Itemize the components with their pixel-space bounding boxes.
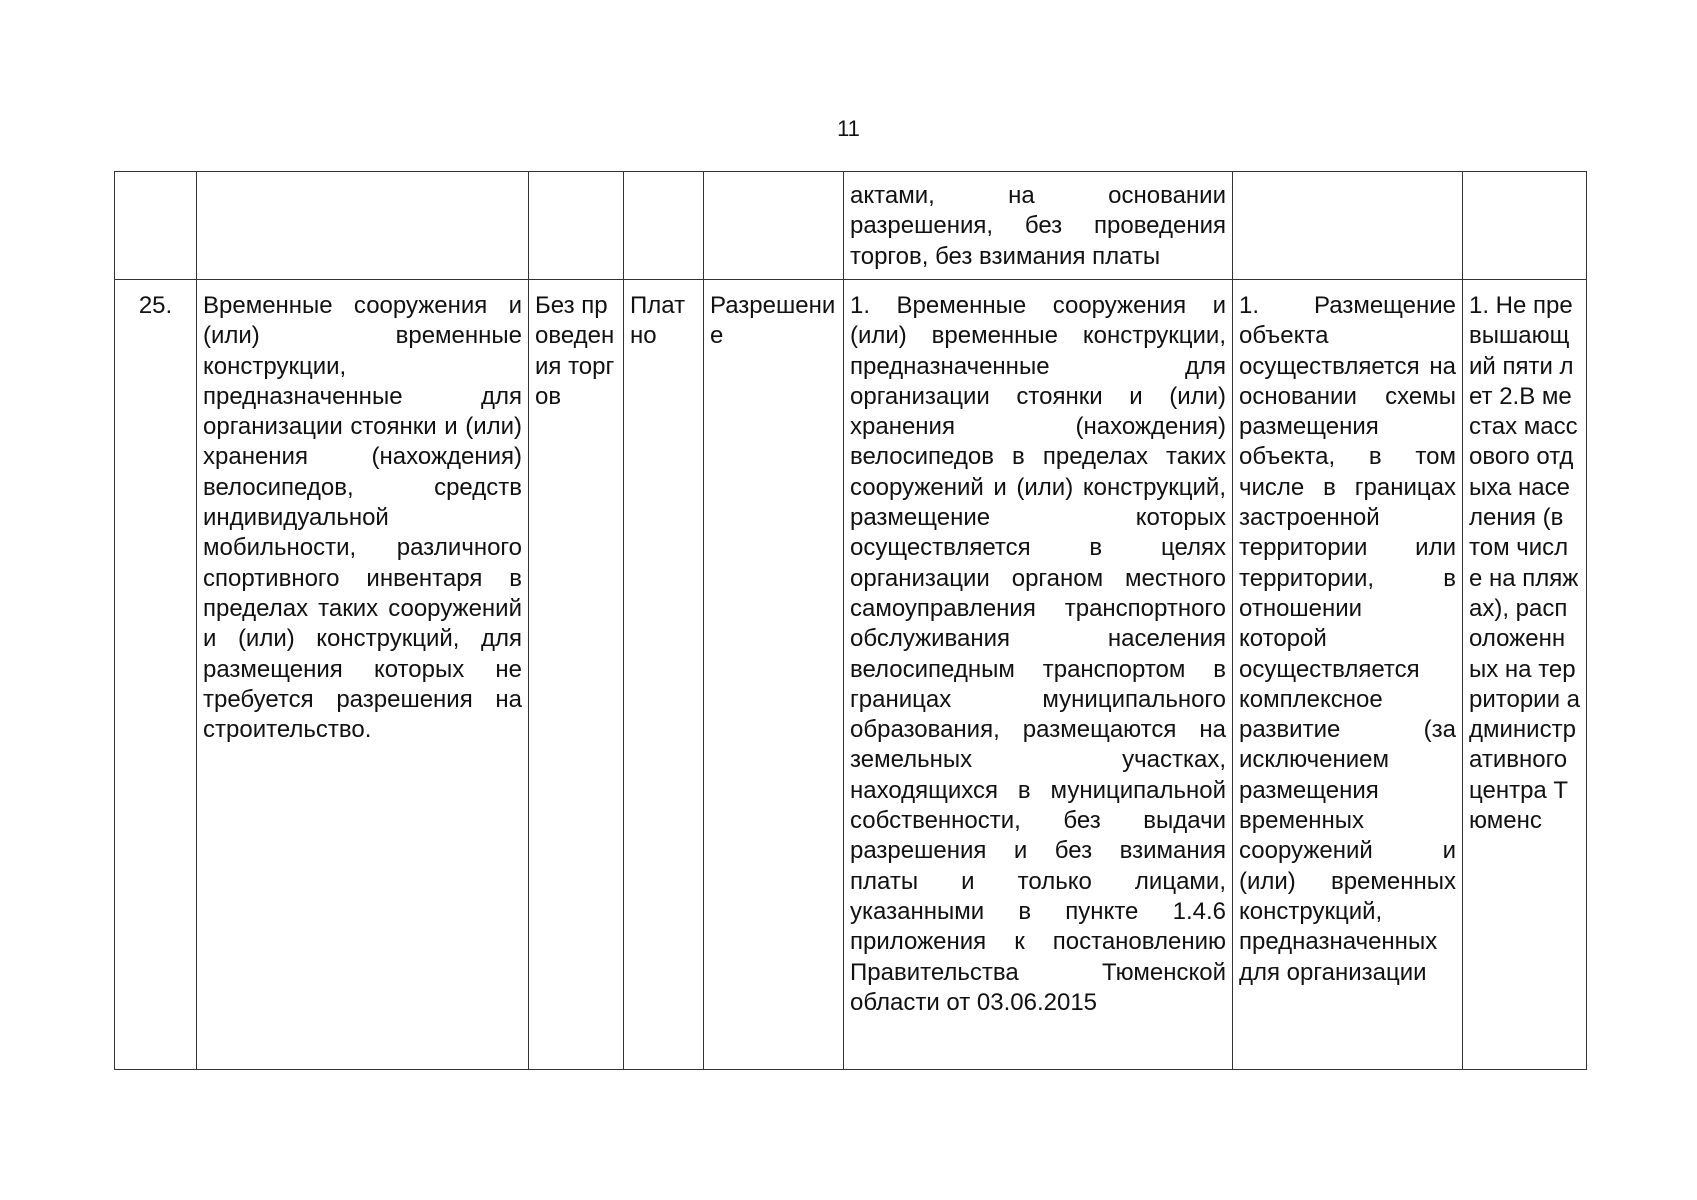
cell-term <box>1463 172 1587 280</box>
cell-payment <box>624 280 704 1070</box>
cell-procedure <box>529 280 624 1070</box>
object-description: Временные сооружения и (или) временные конструкции, предназначенные для организации стоянки и (или) хранения (нахождения) велосипедов, средств индивидуальной мобильности, различного спортивного инвентаря в пределах таких сооружений и (или) конструкций, для размещения которых не требуется разрешения на строительство. <box>203 292 522 744</box>
row-number: 25. <box>138 292 173 319</box>
procedure-text: Без проведения торгов <box>535 292 615 410</box>
table-row-25 <box>115 280 1587 1070</box>
table-row-continuation <box>115 172 1587 280</box>
cell-number <box>115 172 197 280</box>
conditions-text: 1. Временные сооружения и (или) временные конструкции, предназначенные для организации стоянки и (или) хранения (нахождения) велосипедов в пределах таких сооружений и (или) конструкций, размещение которых осуществляется в целях организации органом местного самоуправления транспортного обслуживания населения велосипедным транспортом в границах муниципального образования, размещаются на земельных участках, находящихся в муниципальной собственности, без выдачи разрешения и без взимания платы и только лицами, указанными в пункте 1.4.6 приложения к постановлению Правительства Тюменской области от 03.06.2015 <box>850 292 1226 1016</box>
regulation-table <box>114 171 1587 1070</box>
page-number: 11 <box>837 116 860 141</box>
conditions-continuation-text: актами, на основании разрешения, без проведения торгов, без взимания платы <box>850 182 1226 270</box>
cell-placement <box>1233 280 1463 1070</box>
placement-text: 1. Размещение объекта осуществляется на основании схемы размещения объекта, в том числе в границах застроенной территории или территории, в отношении которой осуществляется комплексное развитие (за исключением размещения временных сооружений и (или) временных конструкций, предназначенных для организации <box>1239 292 1456 986</box>
cell-payment <box>624 172 704 280</box>
cell-number <box>115 280 197 1070</box>
cell-conditions <box>844 280 1233 1070</box>
cell-document <box>704 280 844 1070</box>
document-text: Разрешение <box>710 292 836 350</box>
cell-procedure <box>529 172 624 280</box>
cell-placement <box>1233 172 1463 280</box>
cell-term <box>1463 280 1587 1070</box>
cell-object <box>197 172 529 280</box>
payment-text: Платно <box>630 292 686 350</box>
cell-conditions <box>844 172 1233 280</box>
term-text: 1. Не превышающий пяти лет 2.В местах массового отдыха населения (в том числе на пляжах), расположенных на территории административного центра Тюменс <box>1469 292 1580 835</box>
cell-document <box>704 172 844 280</box>
cell-object <box>197 280 529 1070</box>
